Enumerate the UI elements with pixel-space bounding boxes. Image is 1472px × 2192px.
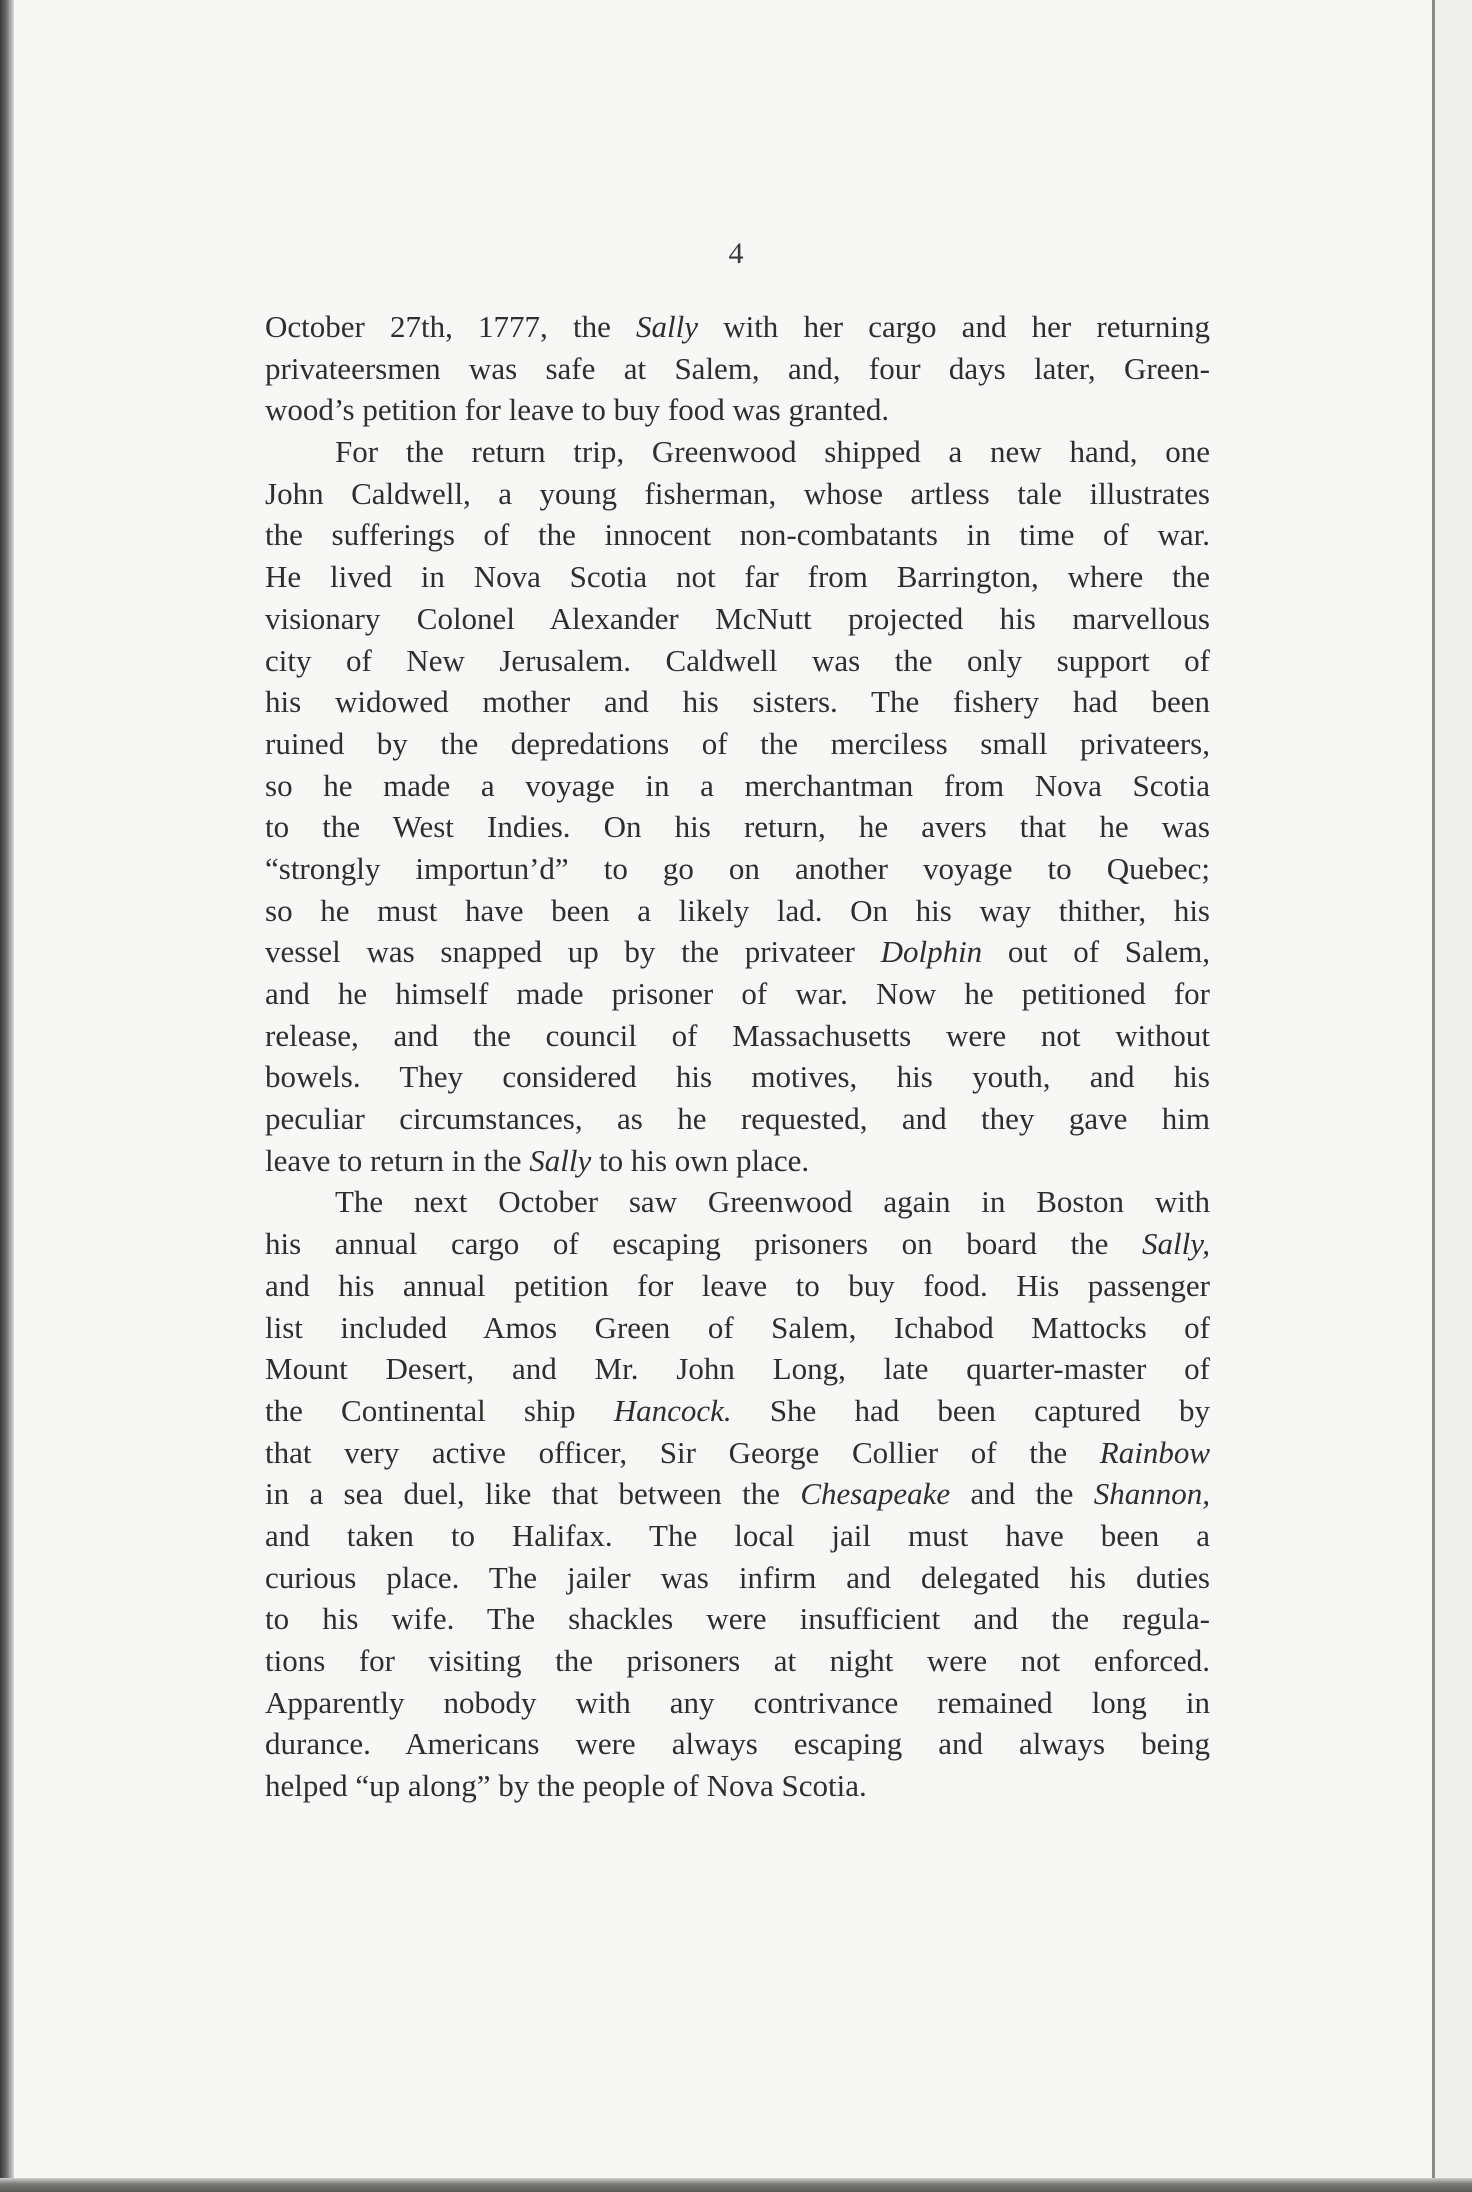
text-run: privateersmen was safe at Salem, and, four days later, Green- (265, 350, 1210, 386)
text-line (265, 1056, 1210, 1098)
text-run: bowels. They considered his motives, his youth, and his (265, 1059, 1210, 1095)
text-line (265, 1390, 1210, 1432)
text-line (265, 1265, 1210, 1307)
text-line (265, 431, 1210, 473)
text-line (265, 806, 1210, 848)
underlying-page (1435, 0, 1472, 2192)
paragraph (265, 306, 1210, 431)
text-line (265, 1223, 1210, 1265)
text-run: For the return trip, Greenwood shipped a new hand, one (335, 434, 1210, 470)
text-run: in a sea duel, like that between the (265, 1476, 801, 1512)
text-line (265, 640, 1210, 682)
text-run: and he himself made prisoner of war. Now he petitioned for (265, 976, 1210, 1011)
text-run: and the (950, 1476, 1094, 1512)
text-run: to his own place. (591, 1142, 810, 1178)
text-line (265, 1473, 1210, 1515)
text-line (265, 306, 1210, 348)
text-run: tions for visiting the prisoners at night were not enforced. (265, 1643, 1210, 1678)
italic-text: Sally, (1141, 1226, 1210, 1262)
text-run: visionary Colonel Alexander McNutt projected his marvellous (265, 600, 1210, 636)
text-line (265, 1515, 1210, 1557)
text-run: John Caldwell, a young fisherman, whose artless tale illustrates (265, 475, 1210, 511)
text-line (265, 1765, 1210, 1807)
text-run: He lived in Nova Scotia not far from Barrington, where the (265, 559, 1210, 595)
text-run: the Continental ship (265, 1392, 614, 1428)
book-spine-shadow (0, 0, 14, 2192)
italic-text: Sally (529, 1142, 592, 1178)
text-run: that very active officer, Sir George Collier of the (265, 1434, 1100, 1470)
text-line (265, 1015, 1210, 1057)
text-line (265, 556, 1210, 598)
text-run: release, and the council of Massachusetts were not without (265, 1017, 1210, 1053)
text-run: with her cargo and her returning (698, 309, 1210, 344)
text-run: and taken to Halifax. The local jail must have been a (265, 1517, 1210, 1553)
text-line (265, 1140, 1210, 1182)
text-line (265, 348, 1210, 390)
text-run: Apparently nobody with any contrivance remained long in (265, 1684, 1210, 1720)
text-line (265, 973, 1210, 1015)
page-number: 4 (728, 237, 744, 270)
text-run: leave to return in the (265, 1142, 530, 1178)
text-run: October 27th, 1777, the (265, 309, 637, 344)
text-run: durance. Americans were always escaping and always being (265, 1726, 1210, 1762)
italic-text: Dolphin (880, 934, 983, 970)
paragraph (265, 431, 1210, 1181)
text-run: Mount Desert, and Mr. John Long, late quarter-master of (265, 1351, 1210, 1387)
text-line (265, 1307, 1210, 1349)
text-line (265, 1557, 1210, 1599)
text-run: The next October saw Greenwood again in Boston with (335, 1184, 1210, 1220)
text-line (265, 1098, 1210, 1140)
text-run: so he must have been a likely lad. On his way thither, his (265, 892, 1210, 928)
text-line (265, 681, 1210, 723)
text-run: list included Amos Green of Salem, Ichabod Mattocks of (265, 1309, 1210, 1345)
text-line (265, 1432, 1210, 1474)
text-line (265, 848, 1210, 890)
text-line (265, 1181, 1210, 1223)
text-line (265, 723, 1210, 765)
text-run: vessel was snapped up by the privateer (265, 934, 881, 970)
text-run: so he made a voyage in a merchantman from Nova Scotia (265, 767, 1210, 803)
text-line (265, 931, 1210, 973)
text-run: helped “up along” by the people of Nova Scotia. (265, 1768, 867, 1804)
text-run: ruined by the depredations of the merciless small privateers, (265, 725, 1210, 761)
italic-text: Rainbow (1099, 1434, 1210, 1470)
italic-text: Hancock. (613, 1392, 732, 1428)
text-line (265, 514, 1210, 556)
body-text (265, 306, 1210, 1807)
italic-text: Sally (636, 309, 699, 344)
text-line (265, 389, 1210, 431)
text-run: She had been captured by (731, 1392, 1210, 1428)
text-line (265, 1598, 1210, 1640)
italic-text: Chesapeake (800, 1476, 951, 1512)
text-run: curious place. The jailer was infirm and delegated his duties (265, 1559, 1210, 1595)
page-bottom-edge (0, 2178, 1472, 2192)
text-run: and his annual petition for leave to buy food. His passenger (265, 1267, 1210, 1303)
text-run: to his wife. The shackles were insufficient and the regula- (265, 1601, 1210, 1637)
italic-text: Shannon, (1093, 1476, 1210, 1512)
text-run: to the West Indies. On his return, he avers that he was (265, 809, 1210, 845)
text-run: city of New Jerusalem. Caldwell was the only support of (265, 642, 1210, 678)
text-run: wood’s petition for leave to buy food was granted. (265, 392, 890, 428)
text-line (265, 765, 1210, 807)
text-line (265, 1682, 1210, 1724)
text-run: the sufferings of the innocent non-combatants in time of war. (265, 517, 1210, 553)
text-run: out of Salem, (982, 934, 1210, 970)
text-run: peculiar circumstances, as he requested, and they gave him (265, 1101, 1210, 1137)
text-line (265, 473, 1210, 515)
text-line (265, 1723, 1210, 1765)
text-line (265, 598, 1210, 640)
paragraph (265, 1181, 1210, 1806)
text-run: “strongly importun’d” to go on another voyage to Quebec; (265, 850, 1210, 886)
text-line (265, 1640, 1210, 1682)
text-line (265, 1348, 1210, 1390)
text-line (265, 890, 1210, 932)
text-run: his widowed mother and his sisters. The fishery had been (265, 684, 1210, 720)
text-run: his annual cargo of escaping prisoners on board the (265, 1226, 1142, 1262)
